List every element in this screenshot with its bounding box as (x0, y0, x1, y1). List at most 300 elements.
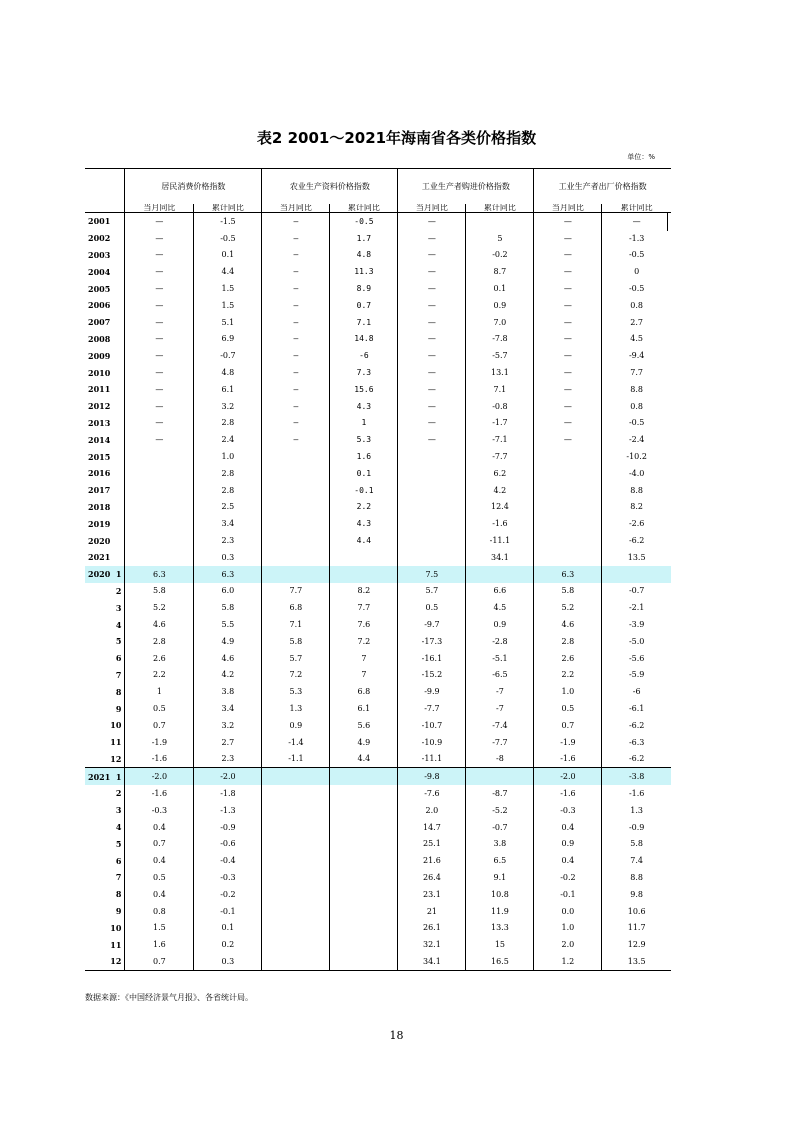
row-month-label: 1 (110, 566, 125, 583)
table-cell (125, 448, 194, 465)
table-cell: 4.6 (534, 616, 602, 633)
table-cell: — (125, 347, 194, 364)
table-cell: -1.6 (466, 515, 534, 532)
row-year-label: 2018 (88, 501, 111, 512)
table-cell: — (125, 213, 194, 230)
table-cell: — (125, 297, 194, 314)
table-cell: -6.2 (602, 751, 671, 768)
table-cell: 7.7 (262, 583, 330, 600)
table-cell (534, 482, 602, 499)
table-cell: — (125, 398, 194, 415)
table-cell: — (125, 230, 194, 247)
table-cell: -6.5 (466, 667, 534, 684)
table-row (85, 247, 671, 264)
table-cell (330, 953, 398, 970)
table-cell: — (262, 415, 330, 432)
table-cell: -0.2 (194, 886, 262, 903)
row-year-label (85, 819, 110, 836)
table-cell: 26.4 (398, 869, 466, 886)
table-cell (534, 465, 602, 482)
table-cell: -9.4 (602, 347, 671, 364)
row-month-label: 6 (115, 653, 122, 664)
table-cell: 34.1 (466, 549, 534, 566)
table-cell: -6 (330, 347, 398, 364)
table-cell: -9.9 (398, 683, 466, 700)
table-cell (534, 499, 602, 516)
table-cell: -2.4 (602, 431, 671, 448)
table-cell: -7.8 (466, 331, 534, 348)
table-cell: 7.1 (262, 616, 330, 633)
table-row (85, 886, 671, 903)
table-cell (262, 835, 330, 852)
table-cell: — (398, 314, 466, 331)
table-cell: 2.2 (330, 499, 398, 516)
table-cell: 4.3 (330, 515, 398, 532)
table-cell: 5.7 (398, 583, 466, 600)
row-month-label: 4 (115, 619, 122, 630)
table-cell: 2.3 (194, 751, 262, 768)
row-year-label: 2010 (88, 367, 111, 378)
table-cell: 6.8 (262, 599, 330, 616)
row-year-label (85, 683, 110, 700)
row-year-label (85, 616, 110, 633)
table-cell: -0.9 (194, 819, 262, 836)
row-year-label: 2008 (88, 333, 111, 344)
table-cell: 4.9 (330, 734, 398, 751)
table-cell: 5.3 (262, 683, 330, 700)
table-row (85, 482, 671, 499)
table-cell (466, 566, 534, 583)
table-cell: 0.0 (534, 903, 602, 920)
row-month-label: 8 (115, 686, 122, 697)
table-cell: 4.6 (194, 650, 262, 667)
header-sub: 累计同比 (194, 204, 262, 213)
table-row (85, 331, 671, 348)
table-cell: 1.5 (194, 280, 262, 297)
row-month-label: 2 (115, 585, 122, 596)
row-year-label: 2011 (88, 384, 111, 395)
table-cell (125, 465, 194, 482)
table-cell: 0.7 (125, 835, 194, 852)
table-cell: 10.8 (466, 886, 534, 903)
table-cell: 5.5 (194, 616, 262, 633)
table-cell: — (398, 415, 466, 432)
table-row (85, 381, 671, 398)
table-cell: 4.5 (602, 331, 671, 348)
table-cell: 0.8 (602, 398, 671, 415)
table-cell: 2.5 (194, 499, 262, 516)
table-cell (330, 819, 398, 836)
table-row (85, 599, 671, 616)
table-cell: — (262, 280, 330, 297)
table-cell: -7.7 (466, 734, 534, 751)
table-cell: -7.4 (466, 717, 534, 734)
table-cell: 2.8 (194, 465, 262, 482)
row-month-label: 11 (110, 939, 122, 950)
table-cell: -15.2 (398, 667, 466, 684)
table-title: 表2 2001～2021年海南省各类价格指数 (256, 129, 537, 147)
table-row (85, 499, 671, 516)
table-cell: — (262, 213, 330, 230)
table-row (85, 751, 671, 768)
table-cell: — (398, 297, 466, 314)
table-cell (398, 448, 466, 465)
table-row (85, 768, 671, 785)
header-sub: 当月同比 (398, 204, 466, 213)
table-cell: 1.6 (125, 936, 194, 953)
table-row (85, 314, 671, 331)
header-group-ppi-factory: 工业生产者出厂价格指数 (534, 169, 671, 205)
table-cell (262, 549, 330, 566)
table-cell: -7.1 (466, 431, 534, 448)
table-cell: 0.7 (125, 953, 194, 970)
table-cell: — (534, 431, 602, 448)
row-year-label: 2016 (88, 468, 111, 479)
table-cell (262, 819, 330, 836)
table-cell: -7 (466, 683, 534, 700)
table-cell: 1.2 (534, 953, 602, 970)
row-year-label (85, 700, 110, 717)
table-cell: 6.0 (194, 583, 262, 600)
table-row (85, 431, 671, 448)
table-cell: -1.4 (262, 734, 330, 751)
row-year-label (85, 802, 110, 819)
table-cell: -1.5 (194, 213, 262, 230)
table-cell: -3.8 (602, 768, 671, 785)
table-cell: 1 (330, 415, 398, 432)
table-cell (398, 515, 466, 532)
table-cell (262, 768, 330, 785)
table-cell: 5 (466, 230, 534, 247)
table-cell: 7.6 (330, 616, 398, 633)
table-cell: 5.7 (262, 650, 330, 667)
table-cell (330, 768, 398, 785)
row-year-label (85, 751, 110, 768)
row-month-label: 5 (115, 636, 122, 647)
table-cell: 4.8 (194, 364, 262, 381)
table-row (85, 297, 671, 314)
table-cell: 0.4 (125, 852, 194, 869)
row-year-label: 2005 (88, 283, 111, 294)
table-cell: — (534, 230, 602, 247)
table-cell: — (262, 364, 330, 381)
table-row (85, 213, 671, 230)
table-cell (262, 852, 330, 869)
table-cell: 1 (125, 683, 194, 700)
table-cell: 2.8 (194, 482, 262, 499)
table-cell (330, 903, 398, 920)
row-year-label: 2004 (88, 266, 111, 277)
row-year-label (85, 953, 110, 970)
table-cell: 1.0 (534, 683, 602, 700)
row-month-label: 3 (115, 805, 122, 816)
table-cell: 23.1 (398, 886, 466, 903)
table-cell (262, 482, 330, 499)
row-month-label: 10 (110, 922, 122, 933)
table-cell: — (534, 314, 602, 331)
table-cell: 13.1 (466, 364, 534, 381)
table-cell: 2.0 (534, 936, 602, 953)
table-cell: 10.6 (602, 903, 671, 920)
table-cell: -0.9 (602, 819, 671, 836)
table-cell: — (398, 431, 466, 448)
table-cell: -2.0 (194, 768, 262, 785)
table-cell: — (125, 381, 194, 398)
table-cell: 8.8 (602, 381, 671, 398)
table-cell: 21.6 (398, 852, 466, 869)
table-row (85, 515, 671, 532)
table-cell: 14.7 (398, 819, 466, 836)
header-sub: 累计同比 (602, 204, 671, 213)
table-cell: 3.2 (194, 398, 262, 415)
table-cell: 11.3 (330, 263, 398, 280)
table-cell: — (398, 213, 466, 230)
row-year-label (85, 667, 110, 684)
header-group-row (85, 169, 671, 205)
table-cell: — (125, 415, 194, 432)
table-cell (398, 532, 466, 549)
row-year-label (85, 886, 110, 903)
table-cell: 1.7 (330, 230, 398, 247)
row-year-label (85, 903, 110, 920)
row-year-label: 2009 (88, 350, 111, 361)
table-cell: -5.7 (466, 347, 534, 364)
table-cell: — (398, 398, 466, 415)
table-cell: 0.7 (330, 297, 398, 314)
table-cell: -0.7 (194, 347, 262, 364)
header-sub: 累计同比 (466, 204, 534, 213)
table-cell: 25.1 (398, 835, 466, 852)
header-corner-sub (85, 204, 125, 213)
table-cell: 2.8 (534, 633, 602, 650)
table-cell: 11.7 (602, 919, 671, 936)
row-month-label: 4 (115, 822, 122, 833)
table-cell: 13.3 (466, 919, 534, 936)
table-cell: 2.8 (194, 415, 262, 432)
table-cell: 4.4 (330, 751, 398, 768)
table-cell: 1.5 (125, 919, 194, 936)
table-cell: 7 (330, 650, 398, 667)
row-year-label: 2020 (85, 566, 110, 583)
table-cell: -1.6 (534, 751, 602, 768)
table-cell: — (262, 314, 330, 331)
row-month-label: 8 (115, 889, 122, 900)
table-cell: 1.3 (602, 802, 671, 819)
table-cell: — (534, 280, 602, 297)
table-cell: — (534, 347, 602, 364)
table-cell: — (262, 381, 330, 398)
table-cell: 0.9 (262, 717, 330, 734)
table-cell: 5.8 (125, 583, 194, 600)
table-cell: -11.1 (466, 532, 534, 549)
table-cell: -0.5 (330, 213, 398, 230)
table-cell (330, 549, 398, 566)
table-cell: -10.7 (398, 717, 466, 734)
table-cell: 3.4 (194, 515, 262, 532)
table-cell: -1.9 (534, 734, 602, 751)
table-cell: 4.4 (194, 263, 262, 280)
table-row (85, 415, 671, 432)
table-cell (262, 919, 330, 936)
table-cell: -8.7 (466, 785, 534, 802)
table-cell: 7.4 (602, 852, 671, 869)
table-cell: 1.3 (262, 700, 330, 717)
table-cell: 13.5 (602, 953, 671, 970)
table-cell: -9.7 (398, 616, 466, 633)
row-year-label (85, 852, 110, 869)
table-cell (262, 499, 330, 516)
table-cell: -11.1 (398, 751, 466, 768)
table-cell: 6.3 (534, 566, 602, 583)
table-cell: 6.8 (330, 683, 398, 700)
table-cell: 0.1 (330, 465, 398, 482)
table-cell: — (262, 247, 330, 264)
row-year-label (85, 936, 110, 953)
table-cell: — (262, 297, 330, 314)
table-cell: 7.7 (330, 599, 398, 616)
table-row (85, 583, 671, 600)
row-year-label: 2001 (88, 216, 111, 227)
table-cell (398, 499, 466, 516)
table-cell: — (602, 213, 671, 230)
header-corner (85, 169, 125, 205)
table-cell: -3.9 (602, 616, 671, 633)
table-cell: -5.6 (602, 650, 671, 667)
table-cell: -0.5 (602, 415, 671, 432)
table-cell: -0.2 (534, 869, 602, 886)
table-cell: 3.4 (194, 700, 262, 717)
table-cell: -1.3 (194, 802, 262, 819)
table-cell (262, 886, 330, 903)
row-year-label: 2017 (88, 485, 111, 496)
table-cell (330, 886, 398, 903)
table-cell: — (534, 381, 602, 398)
table-cell: 6.2 (466, 465, 534, 482)
table-cell: — (398, 381, 466, 398)
table-cell: 4.2 (466, 482, 534, 499)
table-cell: 4.5 (466, 599, 534, 616)
header-sub: 累计同比 (330, 204, 398, 213)
header-group-agri: 农业生产资料价格指数 (262, 169, 398, 205)
table-cell (262, 802, 330, 819)
table-cell: -1.3 (602, 230, 671, 247)
table-cell: 2.3 (194, 532, 262, 549)
table-cell (330, 869, 398, 886)
table-row (85, 280, 671, 297)
table-cell: — (534, 247, 602, 264)
table-cell: 1.6 (330, 448, 398, 465)
table-cell: — (262, 263, 330, 280)
table-cell: 8.2 (602, 499, 671, 516)
table-cell: 7.5 (398, 566, 466, 583)
row-year-label: 2021 (85, 768, 110, 785)
table-cell: 1.0 (194, 448, 262, 465)
header-sub: 当月同比 (534, 204, 602, 213)
table-cell (330, 835, 398, 852)
table-cell: — (125, 431, 194, 448)
row-year-label (85, 717, 110, 734)
table-row (85, 802, 671, 819)
table-cell: -17.3 (398, 633, 466, 650)
table-cell: 6.6 (466, 583, 534, 600)
table-cell: -0.2 (466, 247, 534, 264)
table-cell: 26.1 (398, 919, 466, 936)
table-row (85, 852, 671, 869)
table-row (85, 785, 671, 802)
table-cell (534, 448, 602, 465)
row-month-label: 3 (115, 602, 122, 613)
table-cell: 6.5 (466, 852, 534, 869)
table-cell: — (125, 247, 194, 264)
table-cell: 2.8 (125, 633, 194, 650)
table-cell: -7.7 (398, 700, 466, 717)
table-cell: — (534, 297, 602, 314)
table-row (85, 230, 671, 247)
table-cell: 4.3 (330, 398, 398, 415)
table-cell: 5.8 (534, 583, 602, 600)
table-cell: 7.3 (330, 364, 398, 381)
row-month-label: 2 (115, 788, 122, 799)
table-cell: -2.0 (534, 768, 602, 785)
table-cell: — (125, 331, 194, 348)
table-cell (262, 515, 330, 532)
table-cell: — (398, 263, 466, 280)
table-cell: — (262, 347, 330, 364)
row-year-label: 2013 (88, 417, 111, 428)
table-cell: -10.9 (398, 734, 466, 751)
table-cell (125, 532, 194, 549)
table-row (85, 448, 671, 465)
page-number: 18 (389, 1029, 404, 1042)
table-cell: 2.2 (534, 667, 602, 684)
table-cell: — (262, 331, 330, 348)
row-month-label: 10 (110, 720, 122, 731)
table-cell: 7.0 (466, 314, 534, 331)
table-cell (398, 482, 466, 499)
table-cell (125, 499, 194, 516)
table-row (85, 717, 671, 734)
row-month-label: 7 (115, 872, 122, 883)
table-cell (125, 515, 194, 532)
header-group-cpi: 居民消费价格指数 (125, 169, 262, 205)
table-cell: -0.1 (534, 886, 602, 903)
table-cell: 9.1 (466, 869, 534, 886)
table-cell: 7.2 (262, 667, 330, 684)
table-cell: -0.6 (194, 835, 262, 852)
row-year-label: 2019 (88, 518, 111, 529)
header-sub: 当月同比 (125, 204, 194, 213)
table-cell: -1.7 (466, 415, 534, 432)
table-cell: — (398, 331, 466, 348)
table-cell: — (125, 280, 194, 297)
row-year-label (85, 599, 110, 616)
table-cell: 8.2 (330, 583, 398, 600)
table-cell: 14.8 (330, 331, 398, 348)
table-row (85, 734, 671, 751)
table-row (85, 667, 671, 684)
table-cell: 0.3 (194, 549, 262, 566)
table-cell: 0.9 (466, 297, 534, 314)
row-year-label (85, 869, 110, 886)
unit-label: 单位：% (627, 153, 655, 161)
table-cell: 32.1 (398, 936, 466, 953)
table-cell: 4.2 (194, 667, 262, 684)
table-cell: — (262, 230, 330, 247)
table-cell: -6.2 (602, 532, 671, 549)
table-cell: 0.4 (125, 886, 194, 903)
table-cell: 0.8 (602, 297, 671, 314)
table-cell: 12.9 (602, 936, 671, 953)
